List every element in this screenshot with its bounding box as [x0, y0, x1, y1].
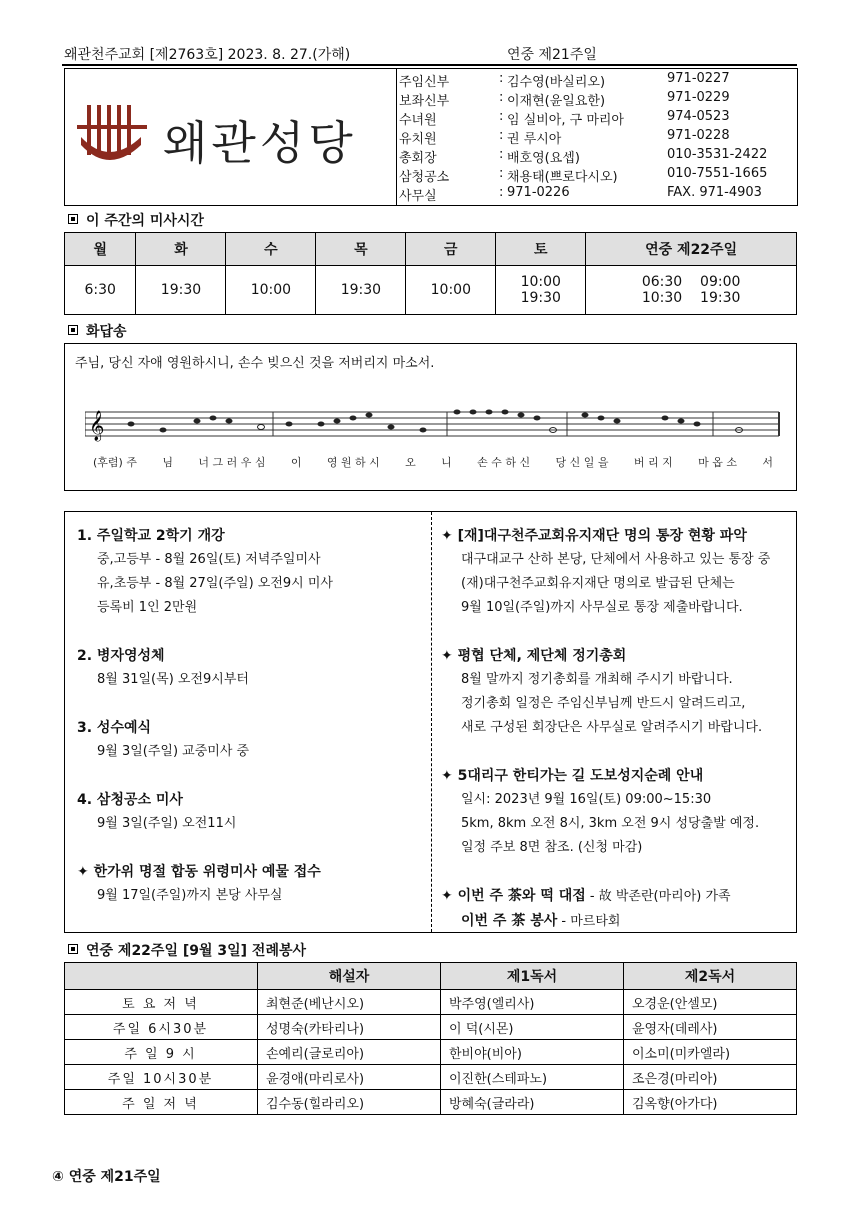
notice-title: 2. 병자영성체	[77, 648, 165, 664]
notice-title: 4. 삼청공소 미사	[77, 792, 183, 808]
table-row: 주 일 저 녁 김수동(힐라리오) 방혜숙(글라라) 김옥향(아가다)	[65, 1090, 797, 1115]
table-row: 토 요 저 녁 최현준(베난시오) 박주영(엘리사) 오경운(안셀모)	[65, 990, 797, 1015]
staff-list	[399, 71, 795, 204]
mass-time: 06:30 09:00 10:30 19:30	[586, 266, 797, 315]
notice-title: ✦ 평협 단체, 제단체 정기총회	[441, 648, 627, 664]
day-header: 수	[226, 233, 316, 266]
staff-row: 사무실 : 971-0226 FAX. 971-4903	[399, 185, 762, 204]
day-header: 금	[406, 233, 496, 266]
service-section-title: 연중 제22주일 [9월 3일] 전례봉사	[68, 940, 306, 960]
psalm-section-title: 화답송	[68, 321, 127, 341]
mass-time: 6:30	[65, 266, 136, 315]
mass-time: 19:30	[136, 266, 226, 315]
day-header: 월	[65, 233, 136, 266]
notice-title: 1. 주일학교 2학기 개강	[77, 528, 225, 544]
notice-title: 3. 성수예식	[77, 720, 152, 736]
mass-schedule-table	[64, 232, 797, 315]
staff-row: 유치원 : 권 루시아 971-0228	[399, 128, 730, 147]
mass-time: 19:30	[316, 266, 406, 315]
staff-row: 총회장 : 배호영(요셉) 010-3531-2422	[399, 147, 768, 166]
notices-left: 1. 주일학교 2학기 개강 중,고등부 - 8월 26일(토) 저녁주일미사 유,초등부 - 8월 27일(주일) 오전9시 미사 등록비 1인 2만원 2. 병자영성체 8월 31일(목) 오전9시부터 3. 성수예식 9월 3일(주일) 교중미사 중 4. 삼청공소 미사 9월 3일(주일) 오전11시 ✦ 한가위 명절 합동 위령미사 예물 접수 9월 17일(주일)까지 본당 사무실	[77, 524, 427, 908]
staff-row: 주임신부 : 김수영(바실리오) 971-0227	[399, 71, 730, 90]
notice-title: ✦ 한가위 명절 합동 위령미사 예물 접수	[77, 864, 321, 880]
svg-text:𝄞: 𝄞	[89, 411, 105, 441]
psalm-box	[64, 343, 797, 491]
header-box	[64, 68, 798, 206]
mass-section-title: 이 주간의 미사시간	[68, 210, 204, 230]
liturgical-sunday: 연중 제21주일	[507, 47, 597, 63]
mass-time: 10:00	[406, 266, 496, 315]
notices-right: ✦ [재]대구천주교회유지재단 명의 통장 현황 파악 대구대교구 산하 본당, 단체에서 사용하고 있는 통장 중 (재)대구천주교회유지재단 명의로 발급된 단체는 9월 10일(주일)까지 사무실로 통장 제출바랍니다. ✦ 평협 단체, 제단체 정기총회 8월 말까지 정기총회를 개최해 주시기 바랍니다. 정기총회 일정은 주임신부님께 반드시 알려드리고, 새로 구성된 회장단은 사무실로 알려주시기 바랍니다. ✦ 5대리구 한티가는 길 도보성지순례 안내 일시: 2023년 9월 16일(토) 09:00~15:30 5km, 8km 오전 8시, 3km 오전 9시 성당출발 예정. 일정 주보 8면 참조. (신청 마감) ✦ 이번 주 茶와 떡 대접 - 故 박존란(마리아) 가족 이번 주 茶 봉사 - 마르타회	[441, 524, 791, 934]
notice-title: ✦ 이번 주 茶와 떡 대접 - 故 박존란(마리아) 가족	[441, 888, 731, 904]
day-header: 화	[136, 233, 226, 266]
liturgy-service-table: 해설자 제1독서 제2독서 토 요 저 녁 최현준(베난시오) 박주영(엘리사) 오경운(안셀모) 주일 6시30분 성명숙(카타리나) 이 덕(시몬) 윤영자(데레사) 주 일 9 시 손예리(글로리아) 한비야(비아) 이소미(미카엘라) 주일 10시30분 윤경애(마리로사) 이진한(스테파노) 조은경(마리아) 주 일 저 녁 김수동(힐라리오) 방혜숙(글라라) 김옥향(아가다)	[64, 962, 797, 1115]
day-header: 토	[496, 233, 586, 266]
psalm-lyrics: (후렴) 주 님 너 그 러 우 심 이 영 원 하 시 오 니 손 수 하 신 당 신 일 을 버 리 지 마 옵 소 서	[93, 456, 773, 469]
logo-title: 왜관성당	[163, 116, 357, 170]
table-row: 주일 10시30분 윤경애(마리로사) 이진한(스테파노) 조은경(마리아)	[65, 1065, 797, 1090]
top-line	[62, 44, 797, 66]
bulletin-issue: 왜관천주교회 [제2763호] 2023. 8. 27.(가해)	[64, 47, 351, 63]
mass-time: 10:00 19:30	[496, 266, 586, 315]
psalm-refrain-text: 주님, 당신 자애 영원하시니, 손수 빚으신 것을 저버리지 마소서.	[75, 356, 435, 371]
logo-area	[65, 69, 397, 205]
table-row: 주 일 9 시 손예리(글로리아) 한비야(비아) 이소미(미카엘라)	[65, 1040, 797, 1065]
staff-row: 수녀원 : 임 실비아, 구 마리아 974-0523	[399, 109, 730, 128]
day-header: 목	[316, 233, 406, 266]
notice-title: ✦ [재]대구천주교회유지재단 명의 통장 현황 파악	[441, 528, 747, 544]
page-footer: ④ 연중 제21주일	[52, 1169, 161, 1185]
table-row: 주일 6시30분 성명숙(카타리나) 이 덕(시몬) 윤영자(데레사)	[65, 1015, 797, 1040]
church-logo-icon	[75, 97, 155, 177]
notices-box	[64, 511, 797, 933]
mass-time: 10:00	[226, 266, 316, 315]
day-header: 연중 제22주일	[586, 233, 797, 266]
staff-row: 보좌신부 : 이재현(윤일요한) 971-0229	[399, 90, 730, 109]
notice-title: ✦ 5대리구 한티가는 길 도보성지순례 안내	[441, 768, 704, 784]
staff-row: 삼청공소 : 채용태(쁘로다시오) 010-7551-1665	[399, 166, 768, 185]
